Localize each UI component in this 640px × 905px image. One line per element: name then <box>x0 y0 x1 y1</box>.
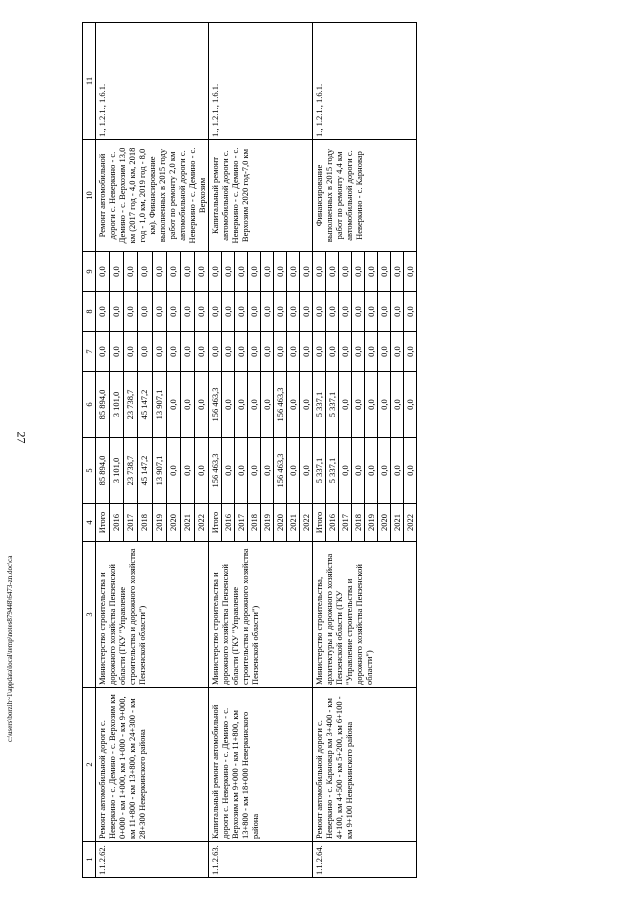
year-cell: 2022 <box>194 504 208 542</box>
amount-cell: 0,0 <box>194 332 208 372</box>
year-cell: 2017 <box>235 504 248 542</box>
amount-cell: 0,0 <box>138 292 152 332</box>
table-row <box>96 23 110 878</box>
column-number: 10 <box>83 140 96 252</box>
year-cell: 2017 <box>339 504 352 542</box>
amount-cell: 0,0 <box>326 252 339 292</box>
amount-cell: 0,0 <box>391 438 404 504</box>
year-cell: 2019 <box>152 504 166 542</box>
amount-cell: 0,0 <box>378 332 391 372</box>
year-cell: 2019 <box>261 504 274 542</box>
amount-cell: 0,0 <box>261 372 274 438</box>
amount-cell: 0,0 <box>352 292 365 332</box>
amount-cell: 0,0 <box>138 252 152 292</box>
year-cell: 2020 <box>378 504 391 542</box>
amount-cell: 0,0 <box>300 372 313 438</box>
amount-cell: 0,0 <box>209 332 222 372</box>
amount-cell: 156 463,3 <box>209 438 222 504</box>
executor: Министерство строительства и дорожного хозяйства Пензенской области (ГКУ "Управление строительства и дорожного хозяйства Пензенской области") <box>96 542 209 688</box>
amount-cell: 0,0 <box>313 332 326 372</box>
amount-cell: 0,0 <box>194 252 208 292</box>
column-number: 8 <box>83 292 96 332</box>
table-row <box>313 23 326 878</box>
amount-cell: 0,0 <box>261 438 274 504</box>
amount-cell: 0,0 <box>96 292 110 332</box>
amount-cell: 0,0 <box>194 438 208 504</box>
amount-cell: 0,0 <box>274 252 287 292</box>
year-cell: Итого <box>209 504 222 542</box>
amount-cell: 0,0 <box>124 332 138 372</box>
amount-cell: 0,0 <box>326 292 339 332</box>
column-number: 5 <box>83 438 96 504</box>
indicator-ref: 1., 1.2.1., 1.6.1. <box>209 23 313 140</box>
executor: Министерство строительства и дорожного хозяйства Пензенской области (ГКУ "Управление строительства и дорожного хозяйства Пензенской области") <box>209 542 313 688</box>
amount-cell: 0,0 <box>287 292 300 332</box>
year-cell: 2022 <box>404 504 417 542</box>
amount-cell: 0,0 <box>180 252 194 292</box>
expected-result: Ремонт автомобильной дороги с. Неверкино - с. Демино - с. Верхозим 13,0 км (2017 год - 4,0 км, 2018 год - 1,0 км, 2019 год - 8,0 км). Финансирование выполненных в 2015 году работ по ремонту 2,0 км автомобильной дороги с. Неверкино - с. Демино - с. Верхозим <box>96 140 209 252</box>
amount-cell: 0,0 <box>235 438 248 504</box>
amount-cell: 0,0 <box>138 332 152 372</box>
item-name: Ремонт автомобильной дороги с. Неверкино - с. Демино - с. Верхозим км 0+000 - км 1+000, км 1+000 - км 9+000, км 11+800 - км 13+800, км 24+300 - км 28+300 Неверкинского района <box>96 688 209 842</box>
amount-cell: 0,0 <box>365 372 378 438</box>
program-table <box>82 22 417 878</box>
amount-cell: 45 147,2 <box>138 372 152 438</box>
amount-cell: 0,0 <box>248 438 261 504</box>
amount-cell: 23 738,7 <box>124 372 138 438</box>
amount-cell: 0,0 <box>300 252 313 292</box>
year-cell: 2021 <box>180 504 194 542</box>
amount-cell: 0,0 <box>378 252 391 292</box>
amount-cell: 156 463,3 <box>274 372 287 438</box>
amount-cell: 0,0 <box>235 252 248 292</box>
amount-cell: 0,0 <box>110 332 124 372</box>
amount-cell: 0,0 <box>300 332 313 372</box>
amount-cell: 0,0 <box>124 252 138 292</box>
year-cell: 2017 <box>124 504 138 542</box>
amount-cell: 85 894,0 <box>96 438 110 504</box>
amount-cell: 0,0 <box>248 252 261 292</box>
amount-cell: 0,0 <box>152 332 166 372</box>
amount-cell: 0,0 <box>124 292 138 332</box>
amount-cell: 0,0 <box>110 292 124 332</box>
amount-cell: 0,0 <box>313 252 326 292</box>
amount-cell: 0,0 <box>339 252 352 292</box>
amount-cell: 0,0 <box>300 438 313 504</box>
amount-cell: 0,0 <box>404 372 417 438</box>
amount-cell: 0,0 <box>391 292 404 332</box>
amount-cell: 0,0 <box>287 372 300 438</box>
amount-cell: 0,0 <box>300 292 313 332</box>
amount-cell: 0,0 <box>180 332 194 372</box>
amount-cell: 156 463,3 <box>209 372 222 438</box>
year-cell: 2021 <box>391 504 404 542</box>
amount-cell: 0,0 <box>222 252 235 292</box>
amount-cell: 0,0 <box>96 332 110 372</box>
amount-cell: 3 101,0 <box>110 438 124 504</box>
amount-cell: 0,0 <box>404 438 417 504</box>
year-cell: 2016 <box>326 504 339 542</box>
column-number: 4 <box>83 504 96 542</box>
amount-cell: 0,0 <box>209 252 222 292</box>
year-cell: 2020 <box>166 504 180 542</box>
amount-cell: 0,0 <box>222 332 235 372</box>
amount-cell: 0,0 <box>110 252 124 292</box>
column-number: 7 <box>83 332 96 372</box>
amount-cell: 0,0 <box>339 292 352 332</box>
amount-cell: 0,0 <box>261 292 274 332</box>
amount-cell: 0,0 <box>152 292 166 332</box>
amount-cell: 0,0 <box>287 252 300 292</box>
amount-cell: 0,0 <box>365 438 378 504</box>
amount-cell: 0,0 <box>352 252 365 292</box>
year-cell: 2018 <box>138 504 152 542</box>
amount-cell: 0,0 <box>326 332 339 372</box>
amount-cell: 0,0 <box>365 292 378 332</box>
amount-cell: 0,0 <box>391 372 404 438</box>
amount-cell: 13 907,1 <box>152 438 166 504</box>
amount-cell: 0,0 <box>248 332 261 372</box>
amount-cell: 0,0 <box>166 438 180 504</box>
footer-file-path: c:\users\borzih~1\appdata\local\temp\notes879448\6473-zn.doc\ca <box>6 555 14 742</box>
year-cell: 2019 <box>365 504 378 542</box>
amount-cell: 0,0 <box>404 332 417 372</box>
year-cell: 2018 <box>352 504 365 542</box>
amount-cell: 0,0 <box>152 252 166 292</box>
amount-cell: 5 337,1 <box>313 438 326 504</box>
year-cell: 2021 <box>287 504 300 542</box>
amount-cell: 0,0 <box>222 292 235 332</box>
rotated-page-content <box>82 23 582 878</box>
amount-cell: 0,0 <box>166 372 180 438</box>
item-code: 1.1.2.62. <box>96 842 209 878</box>
amount-cell: 0,0 <box>391 252 404 292</box>
column-number: 2 <box>83 688 96 842</box>
amount-cell: 0,0 <box>166 292 180 332</box>
year-cell: 2020 <box>274 504 287 542</box>
indicator-ref: 1., 1.2.1., 1.6.1. <box>96 23 209 140</box>
amount-cell: 0,0 <box>365 252 378 292</box>
amount-cell: 0,0 <box>166 252 180 292</box>
amount-cell: 0,0 <box>404 292 417 332</box>
year-cell: 2022 <box>300 504 313 542</box>
amount-cell: 13 907,1 <box>152 372 166 438</box>
amount-cell: 0,0 <box>96 252 110 292</box>
amount-cell: 45 147,2 <box>138 438 152 504</box>
amount-cell: 0,0 <box>287 332 300 372</box>
year-cell: 2018 <box>248 504 261 542</box>
page-number: 27 <box>14 431 29 444</box>
year-cell: 2016 <box>222 504 235 542</box>
amount-cell: 0,0 <box>378 292 391 332</box>
amount-cell: 0,0 <box>378 438 391 504</box>
year-cell: Итого <box>96 504 110 542</box>
expected-result: Капитальный ремонт автомобильной дороги с. Неверкино - с. Демино - с. Верхозим 2020 год-7,0 км <box>209 140 313 252</box>
amount-cell: 0,0 <box>166 332 180 372</box>
amount-cell: 0,0 <box>194 372 208 438</box>
amount-cell: 0,0 <box>352 332 365 372</box>
table-row <box>209 23 222 878</box>
amount-cell: 0,0 <box>339 332 352 372</box>
amount-cell: 0,0 <box>352 438 365 504</box>
amount-cell: 0,0 <box>313 292 326 332</box>
column-number-row <box>83 23 96 878</box>
column-number: 6 <box>83 372 96 438</box>
item-code: 1.1.2.63. <box>209 842 313 878</box>
amount-cell: 0,0 <box>352 372 365 438</box>
item-code: 1.1.2.64. <box>313 842 417 878</box>
amount-cell: 0,0 <box>222 438 235 504</box>
amount-cell: 23 738,7 <box>124 438 138 504</box>
item-name: Капитальный ремонт автомобильной дороги с. Неверкино - с. Демино - с. Верхозим км 9+000 - км 11+800, км 13+800 - км 18+000 Неверкинского района <box>209 688 313 842</box>
amount-cell: 5 337,1 <box>326 438 339 504</box>
amount-cell: 5 337,1 <box>313 372 326 438</box>
column-number: 9 <box>83 252 96 292</box>
amount-cell: 0,0 <box>274 292 287 332</box>
amount-cell: 0,0 <box>378 372 391 438</box>
amount-cell: 0,0 <box>339 372 352 438</box>
amount-cell: 0,0 <box>287 438 300 504</box>
amount-cell: 0,0 <box>235 292 248 332</box>
amount-cell: 0,0 <box>261 252 274 292</box>
amount-cell: 0,0 <box>365 332 378 372</box>
amount-cell: 0,0 <box>248 292 261 332</box>
expected-result: Финансирование выполненных в 2015 году работ по ремонту 4,4 км автомобильной дороги с. Неверкино - с. Карновар <box>313 140 417 252</box>
column-number: 1 <box>83 842 96 878</box>
amount-cell: 0,0 <box>209 292 222 332</box>
amount-cell: 0,0 <box>248 372 261 438</box>
amount-cell: 0,0 <box>261 332 274 372</box>
amount-cell: 0,0 <box>274 332 287 372</box>
amount-cell: 85 894,0 <box>96 372 110 438</box>
amount-cell: 0,0 <box>180 438 194 504</box>
amount-cell: 0,0 <box>222 372 235 438</box>
amount-cell: 0,0 <box>391 332 404 372</box>
amount-cell: 0,0 <box>194 292 208 332</box>
amount-cell: 0,0 <box>235 372 248 438</box>
amount-cell: 5 337,1 <box>326 372 339 438</box>
column-number: 3 <box>83 542 96 688</box>
column-number: 11 <box>83 23 96 140</box>
indicator-ref: 1., 1.2.1., 1.6.1. <box>313 23 417 140</box>
executor: Министерство строительства, архитектуры и дорожного хозяйства Пензенской области (ГКУ "Управление строительства и дорожного хозяйства Пензенской области") <box>313 542 417 688</box>
amount-cell: 0,0 <box>180 292 194 332</box>
amount-cell: 0,0 <box>180 372 194 438</box>
year-cell: 2016 <box>110 504 124 542</box>
amount-cell: 3 101,0 <box>110 372 124 438</box>
amount-cell: 0,0 <box>235 332 248 372</box>
amount-cell: 0,0 <box>404 252 417 292</box>
amount-cell: 156 463,3 <box>274 438 287 504</box>
amount-cell: 0,0 <box>339 438 352 504</box>
item-name: Ремонт автомобильной дороги с. Неверкино - с. Карновар км 3+400 - км 4+100, км 4+500 - км 5+200, км 6+100 - км 9+100 Неверкинского района <box>313 688 417 842</box>
year-cell: Итого <box>313 504 326 542</box>
